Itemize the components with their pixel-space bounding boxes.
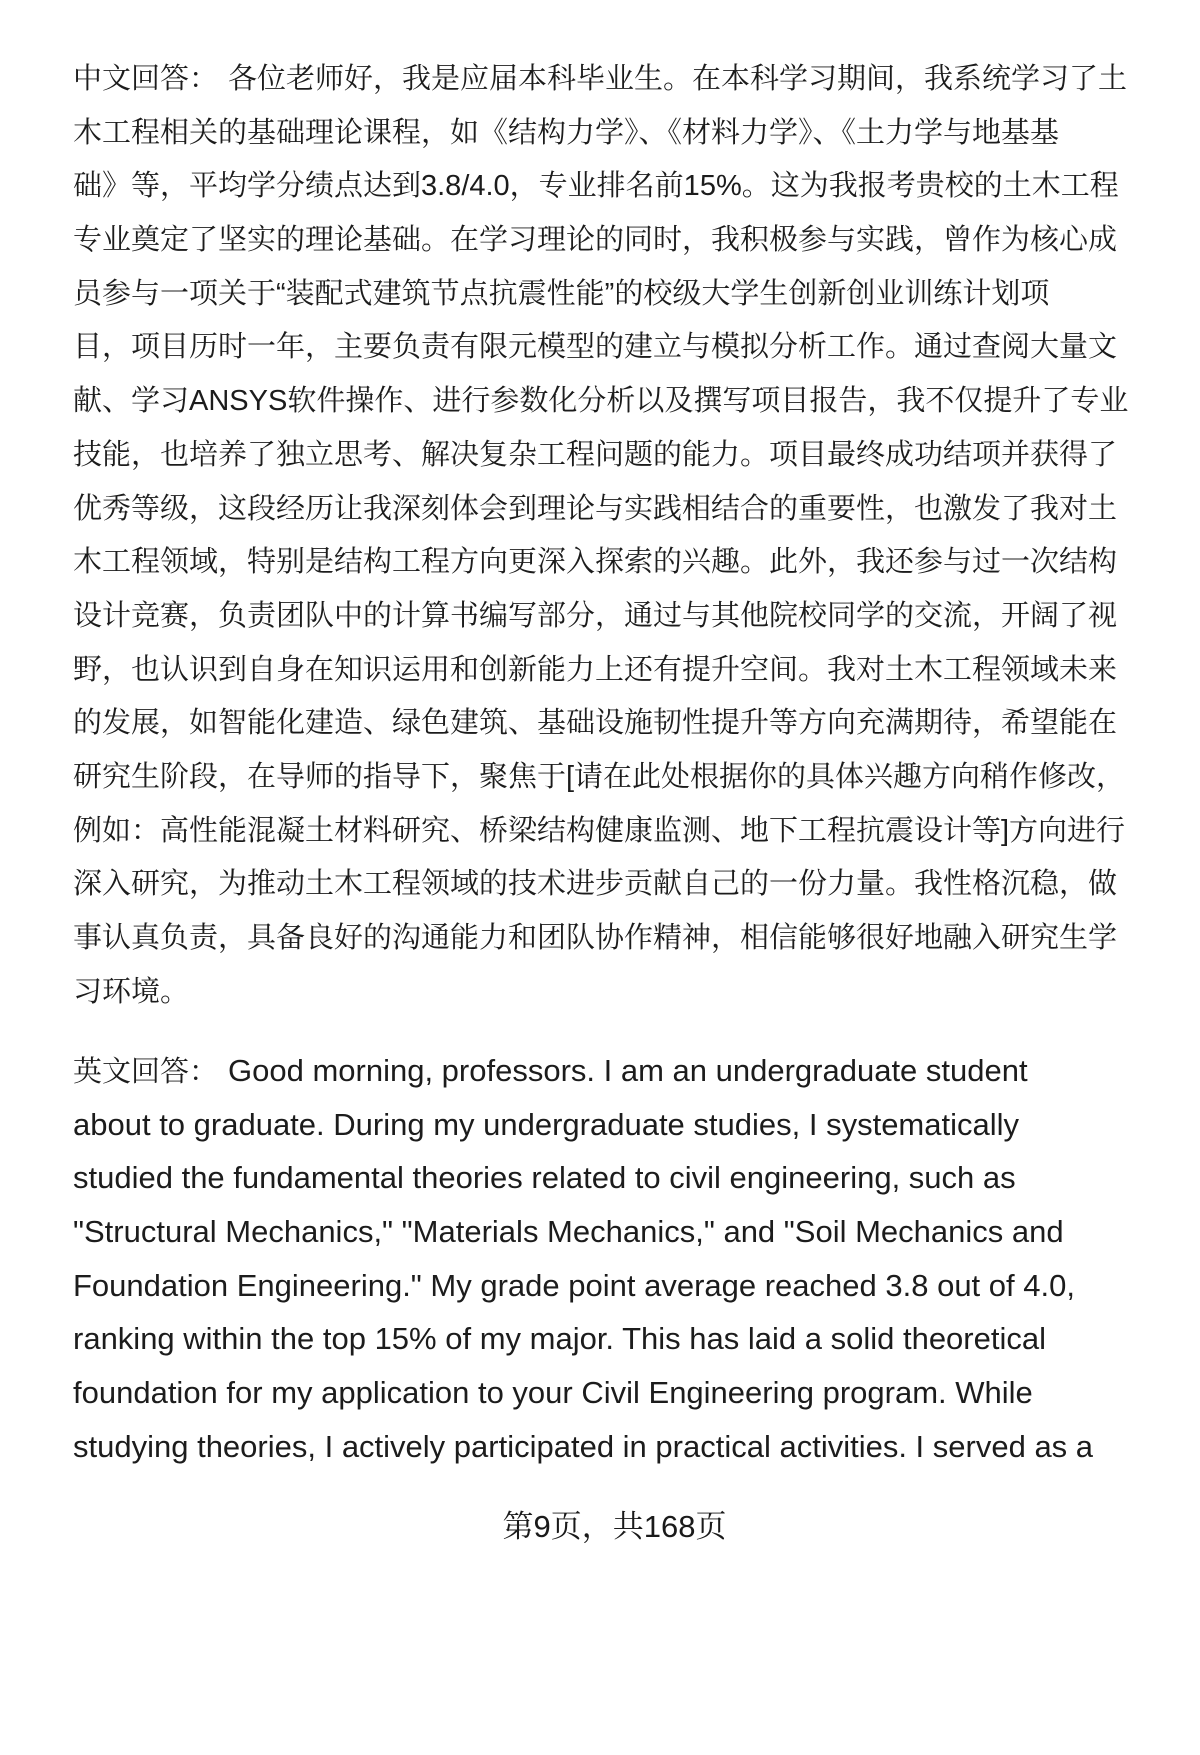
line-text: 各位老师好，我是应届本科毕业生。在本科学习期间，我系统学习了土 (228, 63, 1128, 95)
line-text: Good morning, professors. I am an undergraduate student (228, 1053, 1028, 1088)
paragraph-line: 习环境。 (73, 975, 190, 1008)
paragraph-line: "Structural Mechanics," "Materials Mechanics," and "Soil Mechanics and (73, 1214, 1064, 1250)
paragraph-line: foundation for my application to your Civil Engineering program. While (73, 1375, 1033, 1411)
paragraph-line: 例如：高性能混凝土材料研究、桥梁结构健康监测、地下工程抗震设计等]方向进行 (73, 814, 1126, 847)
paragraph-line: 研究生阶段，在导师的指导下，聚焦于[请在此处根据你的具体兴趣方向稍作修改， (73, 760, 1126, 793)
paragraph-line: 础》等，平均学分绩点达到3.8/4.0，专业排名前15%。这为我报考贵校的土木工程 (73, 170, 1119, 203)
paragraph-line: 专业奠定了坚实的理论基础。在学习理论的同时，我积极参与实践，曾作为核心成 (73, 224, 1118, 257)
paragraph-line: studying theories, I actively participated in practical activities. I served as a (73, 1428, 1094, 1464)
chinese-answer-paragraph (73, 53, 1156, 1019)
paragraph-line: 的发展，如智能化建造、绿色建筑、基础设施韧性提升等方向充满期待，希望能在 (73, 707, 1118, 740)
english-answer-paragraph (73, 1044, 1156, 1474)
paragraph-line: 优秀等级，这段经历让我深刻体会到理论与实践相结合的重要性，也激发了我对土 (73, 492, 1118, 525)
paragraph-line: 技能，也培养了独立思考、解决复杂工程问题的能力。项目最终成功结项并获得了 (73, 438, 1118, 471)
paragraph-line: about to graduate. During my undergraduate studies, I systematically (73, 1106, 1020, 1142)
paragraph-line: 设计竞赛，负责团队中的计算书编写部分，通过与其他院校同学的交流，开阔了视 (73, 599, 1118, 632)
english-answer-label: 英文回答： (73, 1056, 219, 1088)
page-footer (73, 1506, 1156, 1548)
paragraph-line: studied the fundamental theories related to civil engineering, such as (73, 1160, 1016, 1196)
page-indicator: 第9页，共168页 (502, 1509, 727, 1544)
paragraph-line: 目，项目历时一年，主要负责有限元模型的建立与模拟分析工作。通过查阅大量文 (73, 331, 1118, 364)
paragraph-line (73, 1044, 1156, 1098)
paragraph-line: 木工程领域，特别是结构工程方向更深入探索的兴趣。此外，我还参与过一次结构 (73, 546, 1118, 579)
paragraph-line: 事认真负责，具备良好的沟通能力和团队协作精神，相信能够很好地融入研究生学 (73, 922, 1118, 954)
chinese-answer-label: 中文回答： (73, 63, 219, 95)
paragraph-line (73, 53, 1156, 107)
paragraph-line: 员参与一项关于“装配式建筑节点抗震性能”的校级大学生创新创业训练计划项 (73, 277, 1050, 310)
paragraph-line: ranking within the top 15% of my major. This has laid a solid theoretical (73, 1321, 1046, 1357)
paragraph-line: 野，也认识到自身在知识运用和创新能力上还有提升空间。我对土木工程领域未来 (73, 653, 1118, 686)
paragraph-line: 深入研究，为推动土木工程领域的技术进步贡献自己的一份力量。我性格沉稳，做 (73, 868, 1118, 901)
paragraph-line: 木工程相关的基础理论课程，如《结构力学》、《材料力学》、《土力学与地基基 (73, 116, 1060, 149)
paragraph-line: Foundation Engineering." My grade point average reached 3.8 out of 4.0, (73, 1267, 1075, 1303)
paragraph-line: 献、学习ANSYS软件操作、进行参数化分析以及撰写项目报告，我不仅提升了专业 (73, 385, 1129, 418)
